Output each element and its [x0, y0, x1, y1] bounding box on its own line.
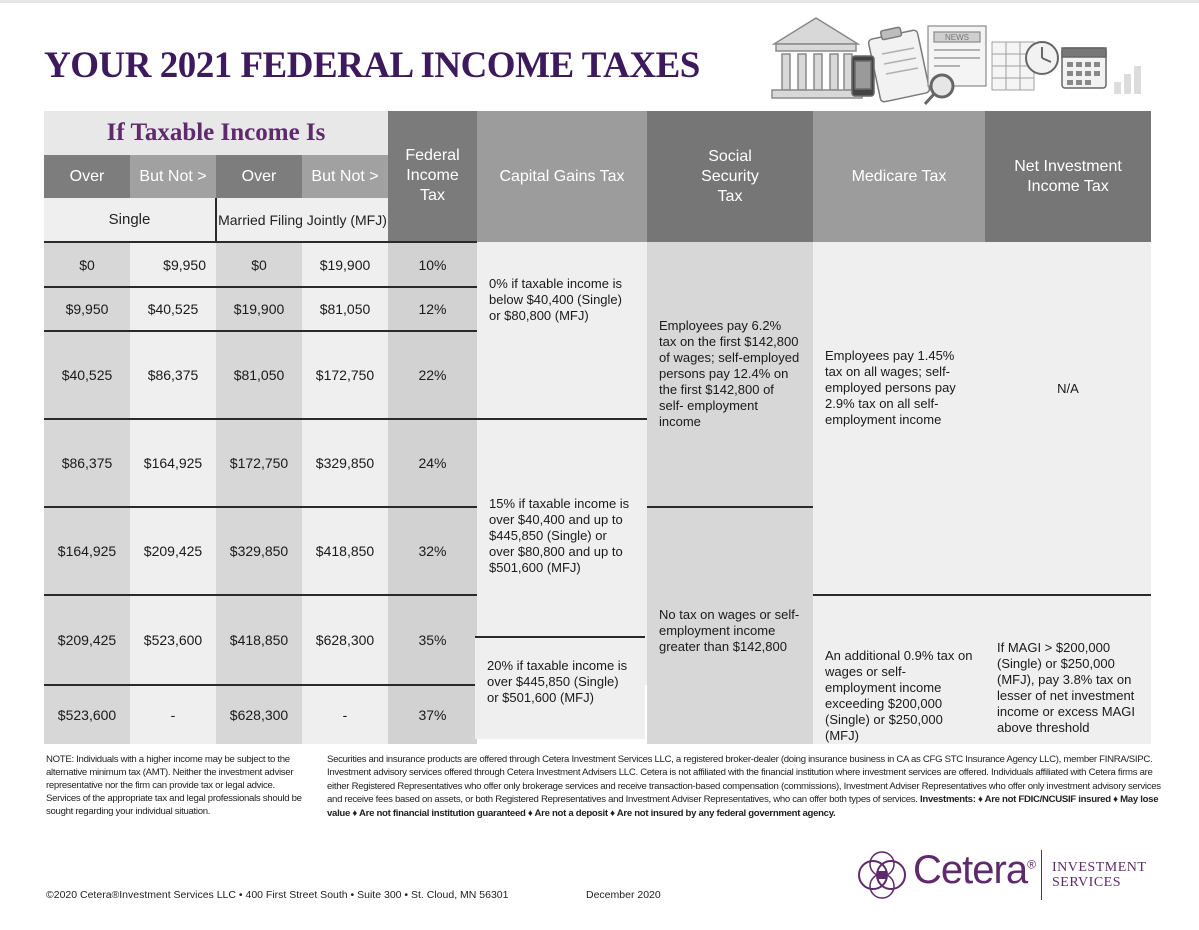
single-over-cell: $40,525 — [44, 331, 130, 419]
logo-subtitle — [1052, 860, 1146, 890]
header-net-investment-income-tax: Net Investment Income Tax — [985, 111, 1151, 242]
single-but-not-cell: $523,600 — [130, 595, 216, 685]
mfj-over-cell: $418,850 — [216, 595, 302, 685]
single-over-cell: $209,425 — [44, 595, 130, 685]
cetera-logo-mark-icon — [855, 850, 909, 900]
bar-chart-icon — [1114, 66, 1141, 94]
footer-copyright: ©2020 Cetera®Investment Services LLC • 400 First Street South • Suite 300 • St. Cloud, MN 56301 — [46, 889, 509, 901]
single-over-cell: $523,600 — [44, 685, 130, 744]
federal-rate-cell: 22% — [388, 331, 477, 419]
single-over-cell: $164,925 — [44, 507, 130, 595]
single-but-not-cell: $164,925 — [130, 419, 216, 507]
cetera-wordmark — [913, 848, 1035, 893]
top-rule — [0, 0, 1199, 3]
disclosure — [327, 753, 1167, 820]
clipboard-icon — [868, 27, 930, 103]
registered-mark: ® — [1027, 857, 1035, 872]
social-security-wage-cap: No tax on wages or self-employment income greater than $142,800 — [647, 507, 813, 744]
mfj-but-not-header: But Not > — [302, 155, 388, 198]
decorative-icon-strip — [770, 12, 1150, 107]
single-but-not-cell: $86,375 — [130, 331, 216, 419]
mfj-over-cell: $172,750 — [216, 419, 302, 507]
single-but-not-cell: $40,525 — [130, 287, 216, 331]
federal-rate-cell: 24% — [388, 419, 477, 507]
smartphone-icon — [852, 56, 874, 96]
disclosure-investments: Investments: ♦ Are not FDIC/NCUSIF insured ♦ May lose value ♦ Are not financial institution guaranteed ♦ Are not a deposit ♦ Are not insured by any federal government agency. — [327, 794, 1159, 819]
logo-subtitle-line-1: INVESTMENT — [1052, 860, 1147, 875]
single-but-not-header: But Not > — [130, 155, 216, 198]
mfj-over-cell: $329,850 — [216, 507, 302, 595]
mfj-over-header: Over — [216, 155, 302, 198]
footer-date: December 2020 — [586, 889, 661, 901]
mfj-over-cell: $19,900 — [216, 287, 302, 331]
capital-gains-tier-3: 20% if taxable income is over $445,850 (Single) or $501,600 (MFJ) — [487, 658, 628, 705]
mfj-but-not-cell: $172,750 — [302, 331, 388, 419]
single-but-not-cell: $9,950 — [130, 242, 216, 287]
header-capital-gains-tax: Capital Gains Tax — [477, 111, 647, 242]
mfj-but-not-cell: $19,900 — [302, 242, 388, 287]
table-row — [44, 242, 1151, 287]
calendar-icon — [1062, 48, 1106, 88]
header-medicare-tax: Medicare Tax — [813, 111, 985, 242]
logo-subtitle-line-2: SERVICES — [1052, 875, 1122, 890]
federal-rate-cell: 12% — [388, 287, 477, 331]
header-federal-income-tax: Federal Income Tax — [388, 111, 477, 242]
federal-rate-cell: 37% — [388, 685, 477, 744]
federal-rate-cell: 32% — [388, 507, 477, 595]
niit-not-applicable: N/A — [985, 242, 1151, 595]
single-but-not-cell: $209,425 — [130, 507, 216, 595]
mfj-but-not-cell: $628,300 — [302, 595, 388, 685]
medicare-base-rate: Employees pay 1.45% tax on all wages; self-employed persons pay 2.9% tax on all self-employment income — [813, 242, 985, 595]
single-over-cell: $86,375 — [44, 419, 130, 507]
single-over-cell: $0 — [44, 242, 130, 287]
income-range-heading: If Taxable Income Is — [44, 111, 388, 155]
mfj-but-not-cell: $329,850 — [302, 419, 388, 507]
niit-rule: If MAGI > $200,000 (Single) or $250,000 (MFJ), pay 3.8% tax on lesser of net investment income or excess MAGI above threshold — [985, 595, 1151, 744]
single-over-header: Over — [44, 155, 130, 198]
mfj-over-cell: $628,300 — [216, 685, 302, 744]
logo-divider — [1041, 850, 1042, 900]
news-label: NEWS — [945, 33, 969, 42]
cetera-logo — [855, 848, 1155, 904]
capital-gains-tier-3-box — [475, 636, 645, 739]
cetera-wordmark-text: Cetera — [913, 848, 1028, 892]
filing-status-single: Single — [44, 198, 216, 242]
clock-icon — [1026, 42, 1058, 74]
mfj-but-not-cell: $81,050 — [302, 287, 388, 331]
federal-rate-cell: 35% — [388, 595, 477, 685]
mfj-but-not-cell: $418,850 — [302, 507, 388, 595]
mfj-but-not-cell: - — [302, 685, 388, 744]
amt-note: NOTE: Individuals with a higher income may be subject to the alternative minimum tax (AMT). Neither the investment adviser representative nor the firm can provide tax or legal advice. Services of the appropriate tax and legal professionals should be sought regarding your individual situation. — [46, 754, 302, 817]
mfj-over-cell: $81,050 — [216, 331, 302, 419]
medicare-additional-tax: An additional 0.9% tax on wages or self-employment income exceeding $200,000 (Single) or $250,000 (MFJ) — [813, 595, 985, 744]
disclosure-text: Securities and insurance products are offered through Cetera Investment Services LLC, a registered broker-dealer (doing insurance business in CA as CFG STC Insurance Agency LLC), member FINRA/SIPC. Investment advisory services offered through Cetera Investment Advisers LLC. Cetera is not affiliated with the financial institution where investment services are offered. Individuals affiliated with Cetera firms are either Registered Representatives who offer only brokerage services and receive transaction-based compensation (commissions), Investment Adviser Representatives who offer only investment advisory services and receive fees based on assets, or both Registered Representatives and Investment Adviser Representatives, who can offer both types of services. — [327, 754, 1161, 806]
bank-icon — [772, 18, 862, 98]
single-but-not-cell: - — [130, 685, 216, 744]
header-social-security-tax: Social Security Tax — [647, 111, 813, 242]
page-title: YOUR 2021 FEDERAL INCOME TAXES — [44, 45, 700, 86]
federal-rate-cell: 10% — [388, 242, 477, 287]
capital-gains-tier-2: 15% if taxable income is over $40,400 and up to $445,850 (Single) or over $80,800 and up to $501,600 (MFJ) — [477, 419, 647, 685]
mfj-over-cell: $0 — [216, 242, 302, 287]
filing-status-mfj: Married Filing Jointly (MFJ) — [216, 198, 388, 242]
social-security-employee-rate: Employees pay 6.2% tax on the first $142,800 of wages; self-employed persons pay 12.4% on the first $142,800 of self- employment income — [647, 242, 813, 507]
capital-gains-tier-1: 0% if taxable income is below $40,400 (Single) or $80,800 (MFJ) — [477, 242, 647, 419]
single-over-cell: $9,950 — [44, 287, 130, 331]
